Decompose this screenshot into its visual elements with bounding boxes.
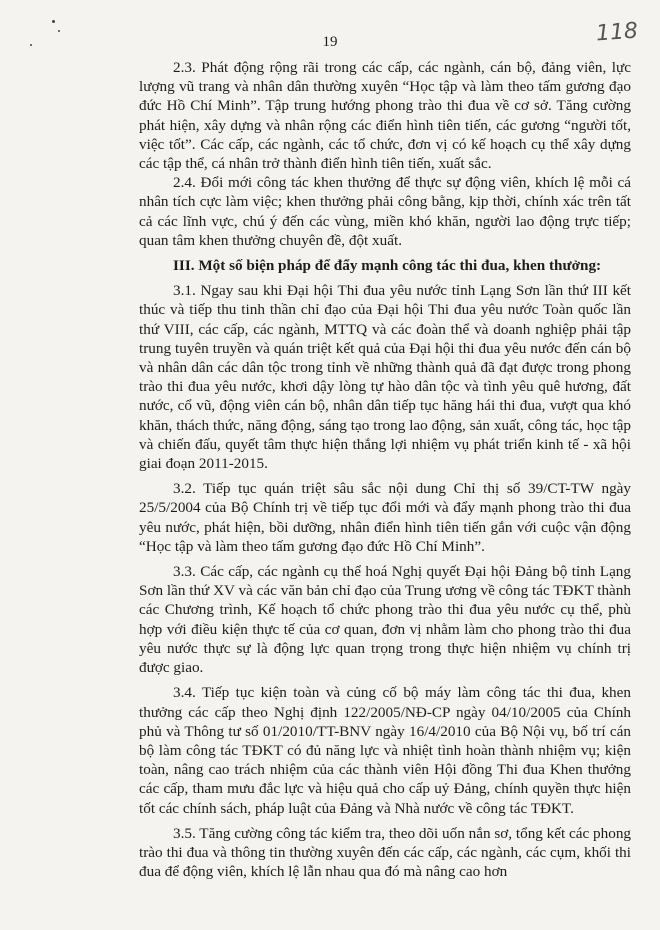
paragraph-2-4: 2.4. Đổi mới công tác khen thưởng để thực sự động viên, khích lệ mỗi cá nhân tích cực làm việc; khen thưởng phải công bằng, kịp thời, chính xác trên tất cả các lĩnh vực, chú ý đến các vùng, miền khó khăn, người lao động trực tiếp; quan tâm khen thưởng chuyên đề, đột xuất. bbox=[139, 174, 631, 249]
paragraph-2-3: 2.3. Phát động rộng rãi trong các cấp, các ngành, cán bộ, đảng viên, lực lượng vũ trang và nhân dân thường xuyên “Học tập và làm theo tấm gương đạo đức Hồ Chí Minh”. Tập trung hướng phong trào thi đua về cơ sở. Tăng cường phát hiện, xây dựng và nhân rộng các điển hình tiên tiến, các gương “người tốt, việc tốt”. Các cấp, các ngành, các tổ chức, đơn vị có kế hoạch cụ thể xây dựng các tập thể, cá nhân trở thành điển hình tiên tiến, xuất sắc. bbox=[139, 59, 631, 173]
paragraph-3-4: 3.4. Tiếp tục kiện toàn và củng cố bộ máy làm công tác thi đua, khen thưởng các cấp theo Nghị định 122/2005/NĐ-CP ngày 04/10/2005 của Chính phủ và Thông tư số 01/2010/TT-BNV ngày 16/4/2010 của Bộ Nội vụ, bố trí cán bộ làm công tác TĐKT có đủ năng lực và nhiệt tình hoàn thành nhiệm vụ; kiện toàn, nâng cao trách nhiệm của các thành viên Hội đồng Thi đua Khen thưởng các cấp, tham mưu đắc lực và hiệu quả cho cấp uỷ Đảng, chính quyền thực hiện tốt các chính sách, pháp luật của Đảng và Nhà nước về công tác TĐKT. bbox=[139, 684, 631, 817]
paragraph-3-1: 3.1. Ngay sau khi Đại hội Thi đua yêu nước tỉnh Lạng Sơn lần thứ III kết thúc và tiếp thu tinh thần chỉ đạo của Đại hội Thi đua yêu nước Toàn quốc lần thứ VIII, các cấp, các ngành, MTTQ và các đoàn thể và doanh nghiệp phải tập trung tuyên truyền và quán triệt kết quả của Đại hội thi đua yêu nước đến cán bộ và nhân dân các dân tộc trong tỉnh về những thành quả đã đạt được trong phong trào thi đua yêu nước, khơi dậy lòng tự hào dân tộc và tình yêu quê hương, đất nước, cổ vũ, động viên cán bộ, nhân dân tiếp tục hăng hái thi đua, vượt qua khó khăn, thách thức, năng động, sáng tạo trong lao động, sản xuất, công tác, học tập và chiến đấu, quyết tâm thực hiện thắng lợi nhiệm vụ phát triển kinh tế - xã hội giai đoạn 2011-2015. bbox=[139, 282, 631, 473]
scan-speck bbox=[58, 30, 60, 32]
section-heading: III. Một số biện pháp để đẩy mạnh công tác thi đua, khen thưởng: bbox=[173, 257, 602, 275]
scan-speck bbox=[52, 20, 55, 23]
handwritten-page-mark: 118 bbox=[595, 18, 639, 47]
paragraph-3-5: 3.5. Tăng cường công tác kiểm tra, theo dõi uốn nắn sơ, tổng kết các phong trào thi đua và thông tin thường xuyên đến các cấp, các ngành, các cụm, khối thi đua để động viên, khích lệ lẫn nhau qua đó mà nâng cao hơn bbox=[139, 824, 632, 881]
paragraph-3-3: 3.3. Các cấp, các ngành cụ thể hoá Nghị quyết Đại hội Đảng bộ tỉnh Lạng Sơn lần thứ XV và các văn bản chỉ đạo của Trung ương về công tác TĐKT thành các Chương trình, Kế hoạch tổ chức phong trào thi đua yêu nước cụ thể, phù hợp với điều kiện thực tế của cơ quan, đơn vị nhằm làm cho phong trào thi đua yêu nước thực sự là động lực quan trọng trong thực hiện nhiệm vụ chính trị được giao. bbox=[139, 563, 631, 677]
paragraph-3-2: 3.2. Tiếp tục quán triệt sâu sắc nội dung Chỉ thị số 39/CT-TW ngày 25/5/2004 của Bộ Chính trị về tiếp tục đổi mới và đẩy mạnh phong trào thi đua yêu nước, phát hiện, bồi dưỡng, nhân điển hình tiên tiến gắn với cuộc vận động “Học tập và làm theo tấm gương đạo đức Hồ Chí Minh”. bbox=[139, 480, 631, 555]
body-text bbox=[139, 58, 631, 881]
page-number: 19 bbox=[322, 34, 338, 50]
